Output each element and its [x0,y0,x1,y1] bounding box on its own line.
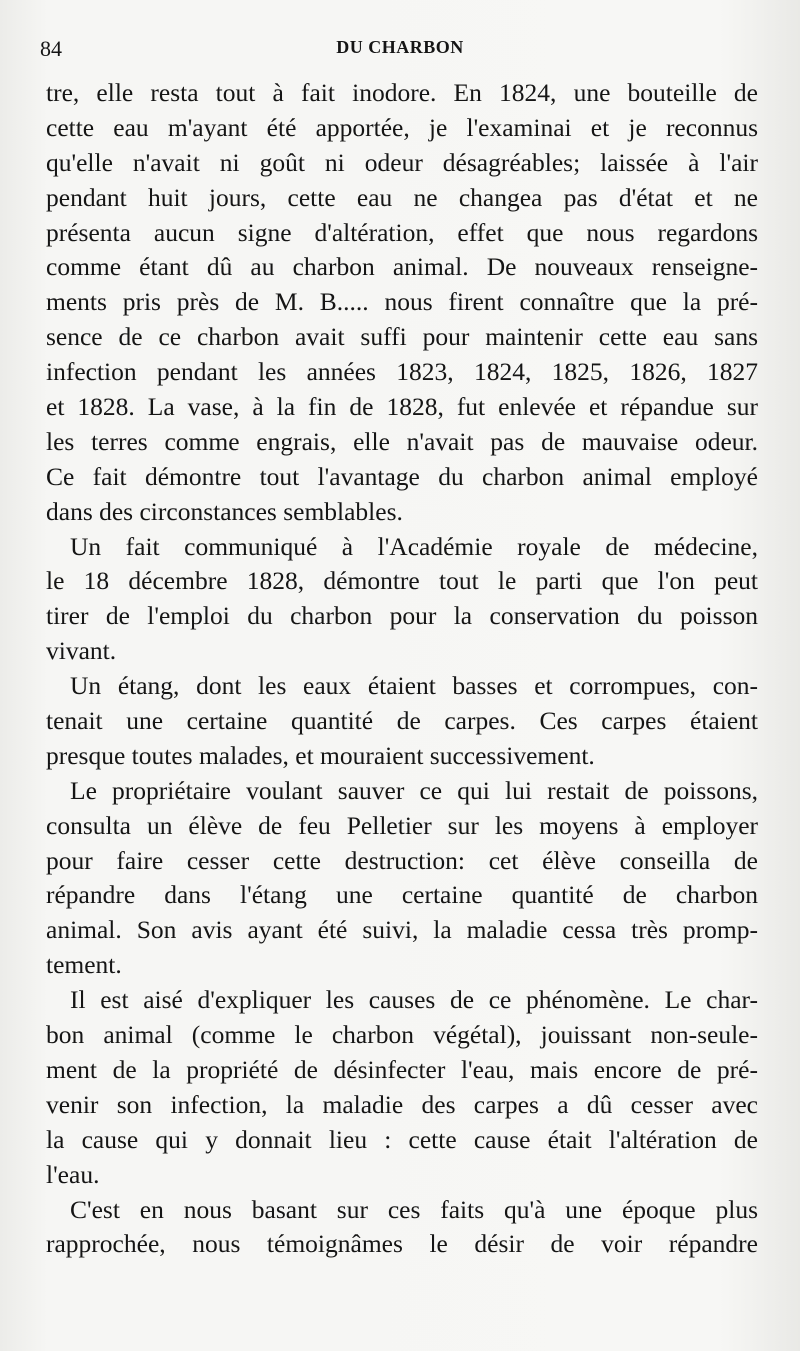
text-line: la cause qui y donnait lieu : cette cause était l'altération de [46,1124,758,1154]
text-line: présenta aucun signe d'altération, effet que nous regardons [46,217,758,247]
page-header [40,34,760,64]
text-line: répandre dans l'étang une certaine quantité de charbon [46,880,758,910]
text-line: l'eau. [46,1159,100,1189]
paragraph-first-line: Le propriétaire voulant sauver ce qui lui restait de poissons, [70,775,758,805]
text-line: vivant. [46,636,117,666]
text-line: les terres comme engrais, elle n'avait pas de mauvaise odeur. [46,426,758,456]
text-line: cette eau m'ayant été apportée, je l'examinai et je reconnus [46,112,758,142]
text-line: tenait une certaine quantité de carpes. Ces carpes étaient [46,706,758,736]
text-line: comme étant dû au charbon animal. De nouveaux renseigne- [46,252,758,282]
text-line: tement. [46,950,122,980]
text-line: tre, elle resta tout à fait inodore. En 1824, une bouteille de [46,78,758,107]
text-line: infection pendant les années 1823, 1824, 1825, 1826, 1827 [46,357,758,387]
text-line: bon animal (comme le charbon végétal), jouissant non-seule- [46,1020,758,1050]
text-line: qu'elle n'avait ni goût ni odeur désagréables; laissée à l'air [46,147,758,177]
paragraph-first-line: Il est aisé d'expliquer les causes de ce phénomène. Le char- [70,985,758,1015]
text-line: pendant huit jours, cette eau ne changea pas d'état et ne [46,182,758,212]
paragraph-first-line: Un étang, dont les eaux étaient basses et corrompues, con- [70,671,758,701]
text-line: pour faire cesser cette destruction: cet élève conseilla de [46,845,758,875]
text-line: venir son infection, la maladie des carpes a dû cesser avec [46,1089,758,1119]
text-line: sence de ce charbon avait suffi pour maintenir cette eau sans [46,322,758,352]
text-line: ment de la propriété de désinfecter l'eau, mais encore de pré- [46,1054,758,1084]
text-line: dans des circonstances semblables. [46,496,403,526]
text-line: tirer de l'emploi du charbon pour la conservation du poisson [46,601,758,631]
text-line: consulta un élève de feu Pelletier sur les moyens à employer [46,810,758,840]
paragraph-first-line: C'est en nous basant sur ces faits qu'à une époque plus [70,1194,758,1224]
body-text [46,76,758,1262]
running-head: DU CHARBON [336,37,464,57]
text-line: presque toutes malades, et mouraient successivement. [46,740,595,770]
text-line: animal. Son avis ayant été suivi, la maladie cessa très promp- [46,915,758,945]
page-number: 84 [40,36,62,61]
text-line: et 1828. La vase, à la fin de 1828, fut enlevée et répandue sur [46,392,758,422]
text-line: ments pris près de M. B..... nous firent connaître que la pré- [46,287,758,317]
paragraph-first-line: Un fait communiqué à l'Académie royale de médecine, [70,531,758,561]
text-line: rapprochée, nous témoignâmes le désir de voir répandre [46,1229,758,1259]
text-line: le 18 décembre 1828, démontre tout le parti que l'on peut [46,566,758,596]
text-line: Ce fait démontre tout l'avantage du charbon animal employé [46,461,758,491]
